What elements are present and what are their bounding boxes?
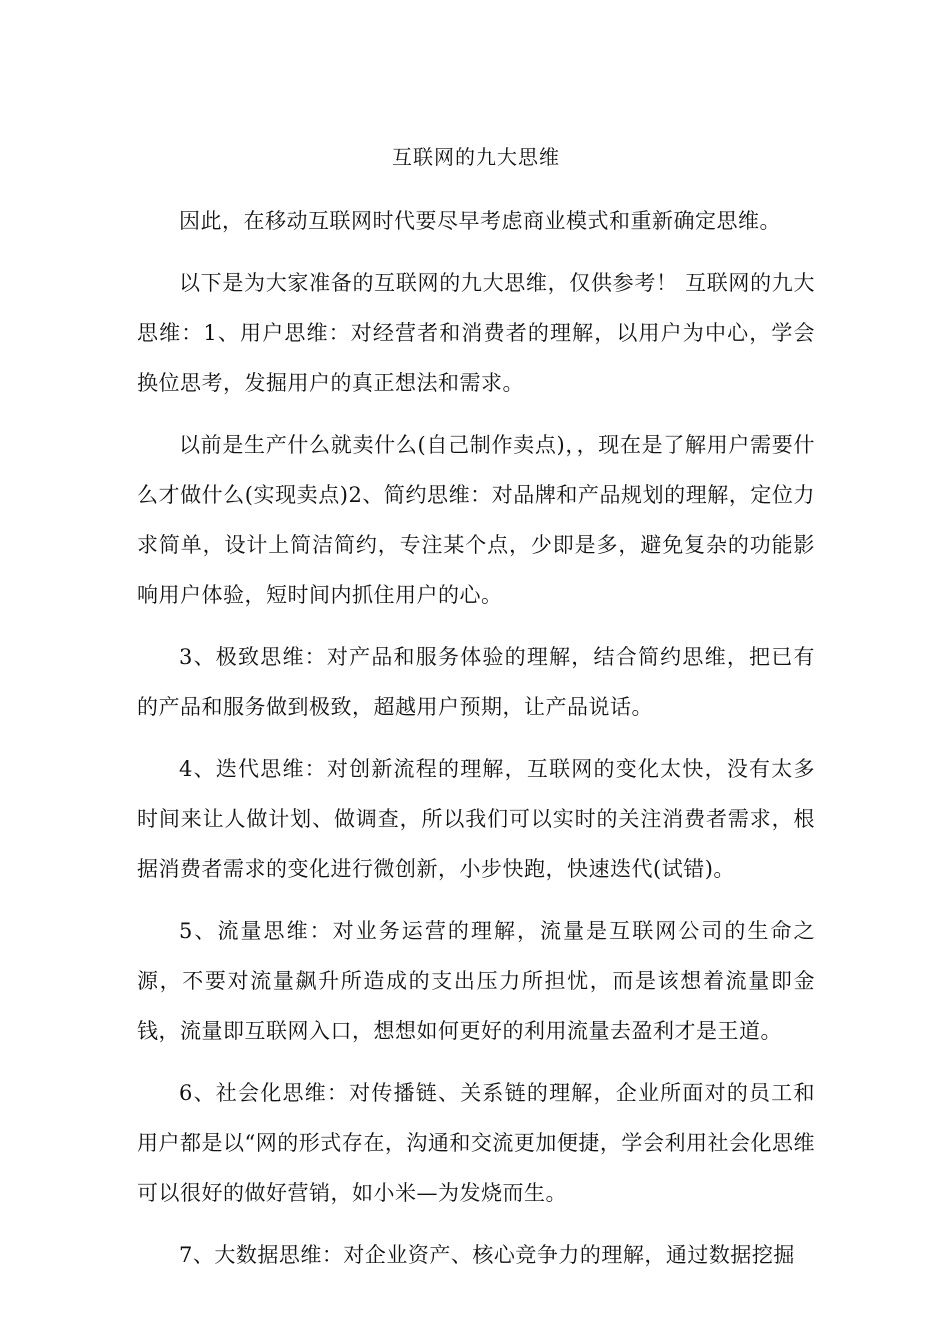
paragraph-big-data-thinking: 7、大数据思维：对企业资产、核心竞争力的理解，通过数据挖掘: [179, 1243, 795, 1267]
paragraph-simplicity-thinking: 以前是生产什么就卖什么(自己制作卖点)，，现在是了解用户需要什么才做什么(实现卖点)2、简约思维：对品牌和产品规划的理解，定位力求简单，设计上简洁简约，专注某个点，少即是多，避免复杂的功能影响用户体验，短时间内抓住用户的心。: [137, 433, 815, 607]
paragraph-extreme-thinking: 3、极致思维：对产品和服务体验的理解，结合简约思维，把已有的产品和服务做到极致，超越用户预期，让产品说话。: [137, 645, 815, 719]
document-body: [137, 136, 815, 1292]
paragraph-iteration-thinking: 4、迭代思维：对创新流程的理解，互联网的变化太快，没有太多时间来让人做计划、做调查，所以我们可以实时的关注消费者需求，根据消费者需求的变化进行微创新，小步快跑，快速迭代(试错)。: [137, 757, 815, 881]
paragraph-user-thinking: 以下是为大家准备的互联网的九大思维，仅供参考！ 互联网的九大思维：1、用户思维：对经营者和消费者的理解，以用户为中心，学会换位思考，发掘用户的真正想法和需求。: [137, 271, 815, 395]
document-title: 互联网的九大思维: [392, 145, 560, 169]
paragraph-intro: 因此，在移动互联网时代要尽早考虑商业模式和重新确定思维。: [179, 209, 781, 233]
paragraph-traffic-thinking: 5、流量思维：对业务运营的理解，流量是互联网公司的生命之源，不要对流量飙升所造成的支出压力所担忧，而是该想着流量即金钱，流量即互联网入口，想想如何更好的利用流量去盈利才是王道。: [137, 919, 815, 1043]
paragraph-social-thinking: 6、社会化思维：对传播链、关系链的理解，企业所面对的员工和用户都是以“网的形式存在，沟通和交流更加便捷，学会利用社会化思维可以很好的做好营销，如小米—为发烧而生。: [137, 1081, 815, 1205]
